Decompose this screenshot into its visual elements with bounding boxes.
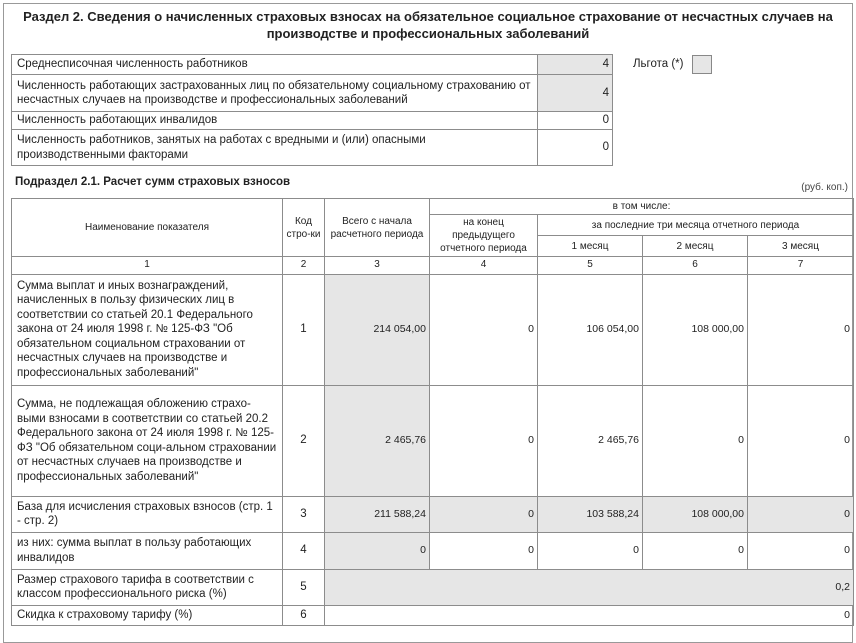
row-code: 2	[283, 385, 325, 496]
column-number: 2	[283, 257, 325, 275]
header-including: в том числе:	[430, 199, 854, 215]
cell-month-1[interactable]: 103 588,24	[538, 496, 643, 532]
cell-month-1[interactable]: 0	[538, 532, 643, 569]
summary-row	[12, 55, 613, 75]
column-number: 1	[12, 257, 283, 275]
benefit-checkbox[interactable]	[692, 55, 712, 74]
cell-month-3[interactable]: 0	[748, 532, 854, 569]
row-label: из них: сумма выплат в пользу работающих инвалидов	[12, 532, 283, 569]
tariff-discount-cell[interactable]: 0	[325, 605, 854, 625]
cell-total[interactable]: 214 054,00	[325, 274, 430, 385]
summary-row	[12, 130, 613, 166]
summary-table	[11, 54, 613, 166]
summary-label: Среднесписочная численность работников	[12, 55, 538, 75]
header-code: Код стро-ки	[283, 199, 325, 257]
column-number: 6	[643, 257, 748, 275]
cell-month-2[interactable]: 0	[643, 385, 748, 496]
table-row	[12, 274, 854, 385]
summary-label: Численность работников, занятых на работах с вредными и (или) опасными производственными факторами	[12, 130, 538, 166]
header-month-3: 3 месяц	[748, 236, 854, 257]
units-label: (руб. коп.)	[801, 182, 848, 193]
table-row	[12, 385, 854, 496]
summary-value[interactable]: 0	[538, 112, 613, 130]
cell-month-1[interactable]: 106 054,00	[538, 274, 643, 385]
summary-row	[12, 75, 613, 112]
tariff-rate-cell[interactable]: 0,2	[325, 569, 854, 605]
cell-total[interactable]: 211 588,24	[325, 496, 430, 532]
table-row	[12, 569, 854, 605]
row-label: Скидка к страховому тарифу (%)	[12, 605, 283, 625]
cell-month-3[interactable]: 0	[748, 496, 854, 532]
table-row	[12, 532, 854, 569]
cell-month-2[interactable]: 108 000,00	[643, 496, 748, 532]
row-label: Размер страхового тарифа в соответствии с классом профессионального риска (%)	[12, 569, 283, 605]
benefit-label: Льгота (*)	[633, 58, 684, 70]
column-number: 4	[430, 257, 538, 275]
cell-prev-end[interactable]: 0	[430, 274, 538, 385]
cell-prev-end[interactable]: 0	[430, 385, 538, 496]
table-row	[12, 605, 854, 625]
subsection-title: Подраздел 2.1. Расчет сумм страховых взносов	[15, 176, 291, 188]
header-row	[12, 199, 854, 215]
summary-value[interactable]: 0	[538, 130, 613, 166]
row-label: Сумма, не подлежащая обложению страхо-выми взносами в соответствии со статьей 20.2 Федерального закона от 24 июля 1998 г. № 125-ФЗ "Об обязательном соци-альном страховании от несчастных случаев на производстве и профессиональных заболеваний"	[12, 385, 283, 496]
cell-month-3[interactable]: 0	[748, 385, 854, 496]
section-title: Раздел 2. Сведения о начисленных страховых взносах на обязательное социальное страхование от несчастных случаев на производстве и профессиональных заболеваний	[23, 9, 833, 41]
benefit-field	[633, 53, 712, 75]
column-number: 3	[325, 257, 430, 275]
table-row	[12, 496, 854, 532]
row-label: Сумма выплат и иных вознаграждений, начисленных в пользу физических лиц в соответствии со статьей 20.1 Федерального закона от 24 июля 1998 г. № 125-ФЗ "Об обязательном социальном страховании от несчастных случаев на производстве и профессиональных заболеваний"	[12, 274, 283, 385]
cell-prev-end[interactable]: 0	[430, 496, 538, 532]
header-name: Наименование показателя	[12, 199, 283, 257]
header-month-1: 1 месяц	[538, 236, 643, 257]
column-number: 7	[748, 257, 854, 275]
header-month-2: 2 месяц	[643, 236, 748, 257]
cell-month-2[interactable]: 108 000,00	[643, 274, 748, 385]
row-code: 5	[283, 569, 325, 605]
header-total: Всего с начала расчетного периода	[325, 199, 430, 257]
summary-row	[12, 112, 613, 130]
summary-label: Численность работающих застрахованных лиц по обязательному социальному страхованию от несчастных случаев на производстве и профессиональных заболеваний	[12, 75, 538, 112]
column-number-row	[12, 257, 854, 275]
cell-month-3[interactable]: 0	[748, 274, 854, 385]
cell-month-1[interactable]: 2 465,76	[538, 385, 643, 496]
header-last-three: за последние три месяца отчетного периода	[538, 215, 854, 236]
cell-month-2[interactable]: 0	[643, 532, 748, 569]
summary-label: Численность работающих инвалидов	[12, 112, 538, 130]
cell-total[interactable]: 0	[325, 532, 430, 569]
cell-prev-end[interactable]: 0	[430, 532, 538, 569]
summary-value[interactable]: 4	[538, 55, 613, 75]
row-code: 1	[283, 274, 325, 385]
row-code: 6	[283, 605, 325, 625]
row-label: База для исчисления страховых взносов (стр. 1 - стр. 2)	[12, 496, 283, 532]
row-code: 3	[283, 496, 325, 532]
summary-value[interactable]: 4	[538, 75, 613, 112]
column-number: 5	[538, 257, 643, 275]
calculation-table	[11, 198, 854, 626]
header-prev-end: на конец предыдущего отчетного периода	[430, 215, 538, 257]
row-code: 4	[283, 532, 325, 569]
cell-total[interactable]: 2 465,76	[325, 385, 430, 496]
